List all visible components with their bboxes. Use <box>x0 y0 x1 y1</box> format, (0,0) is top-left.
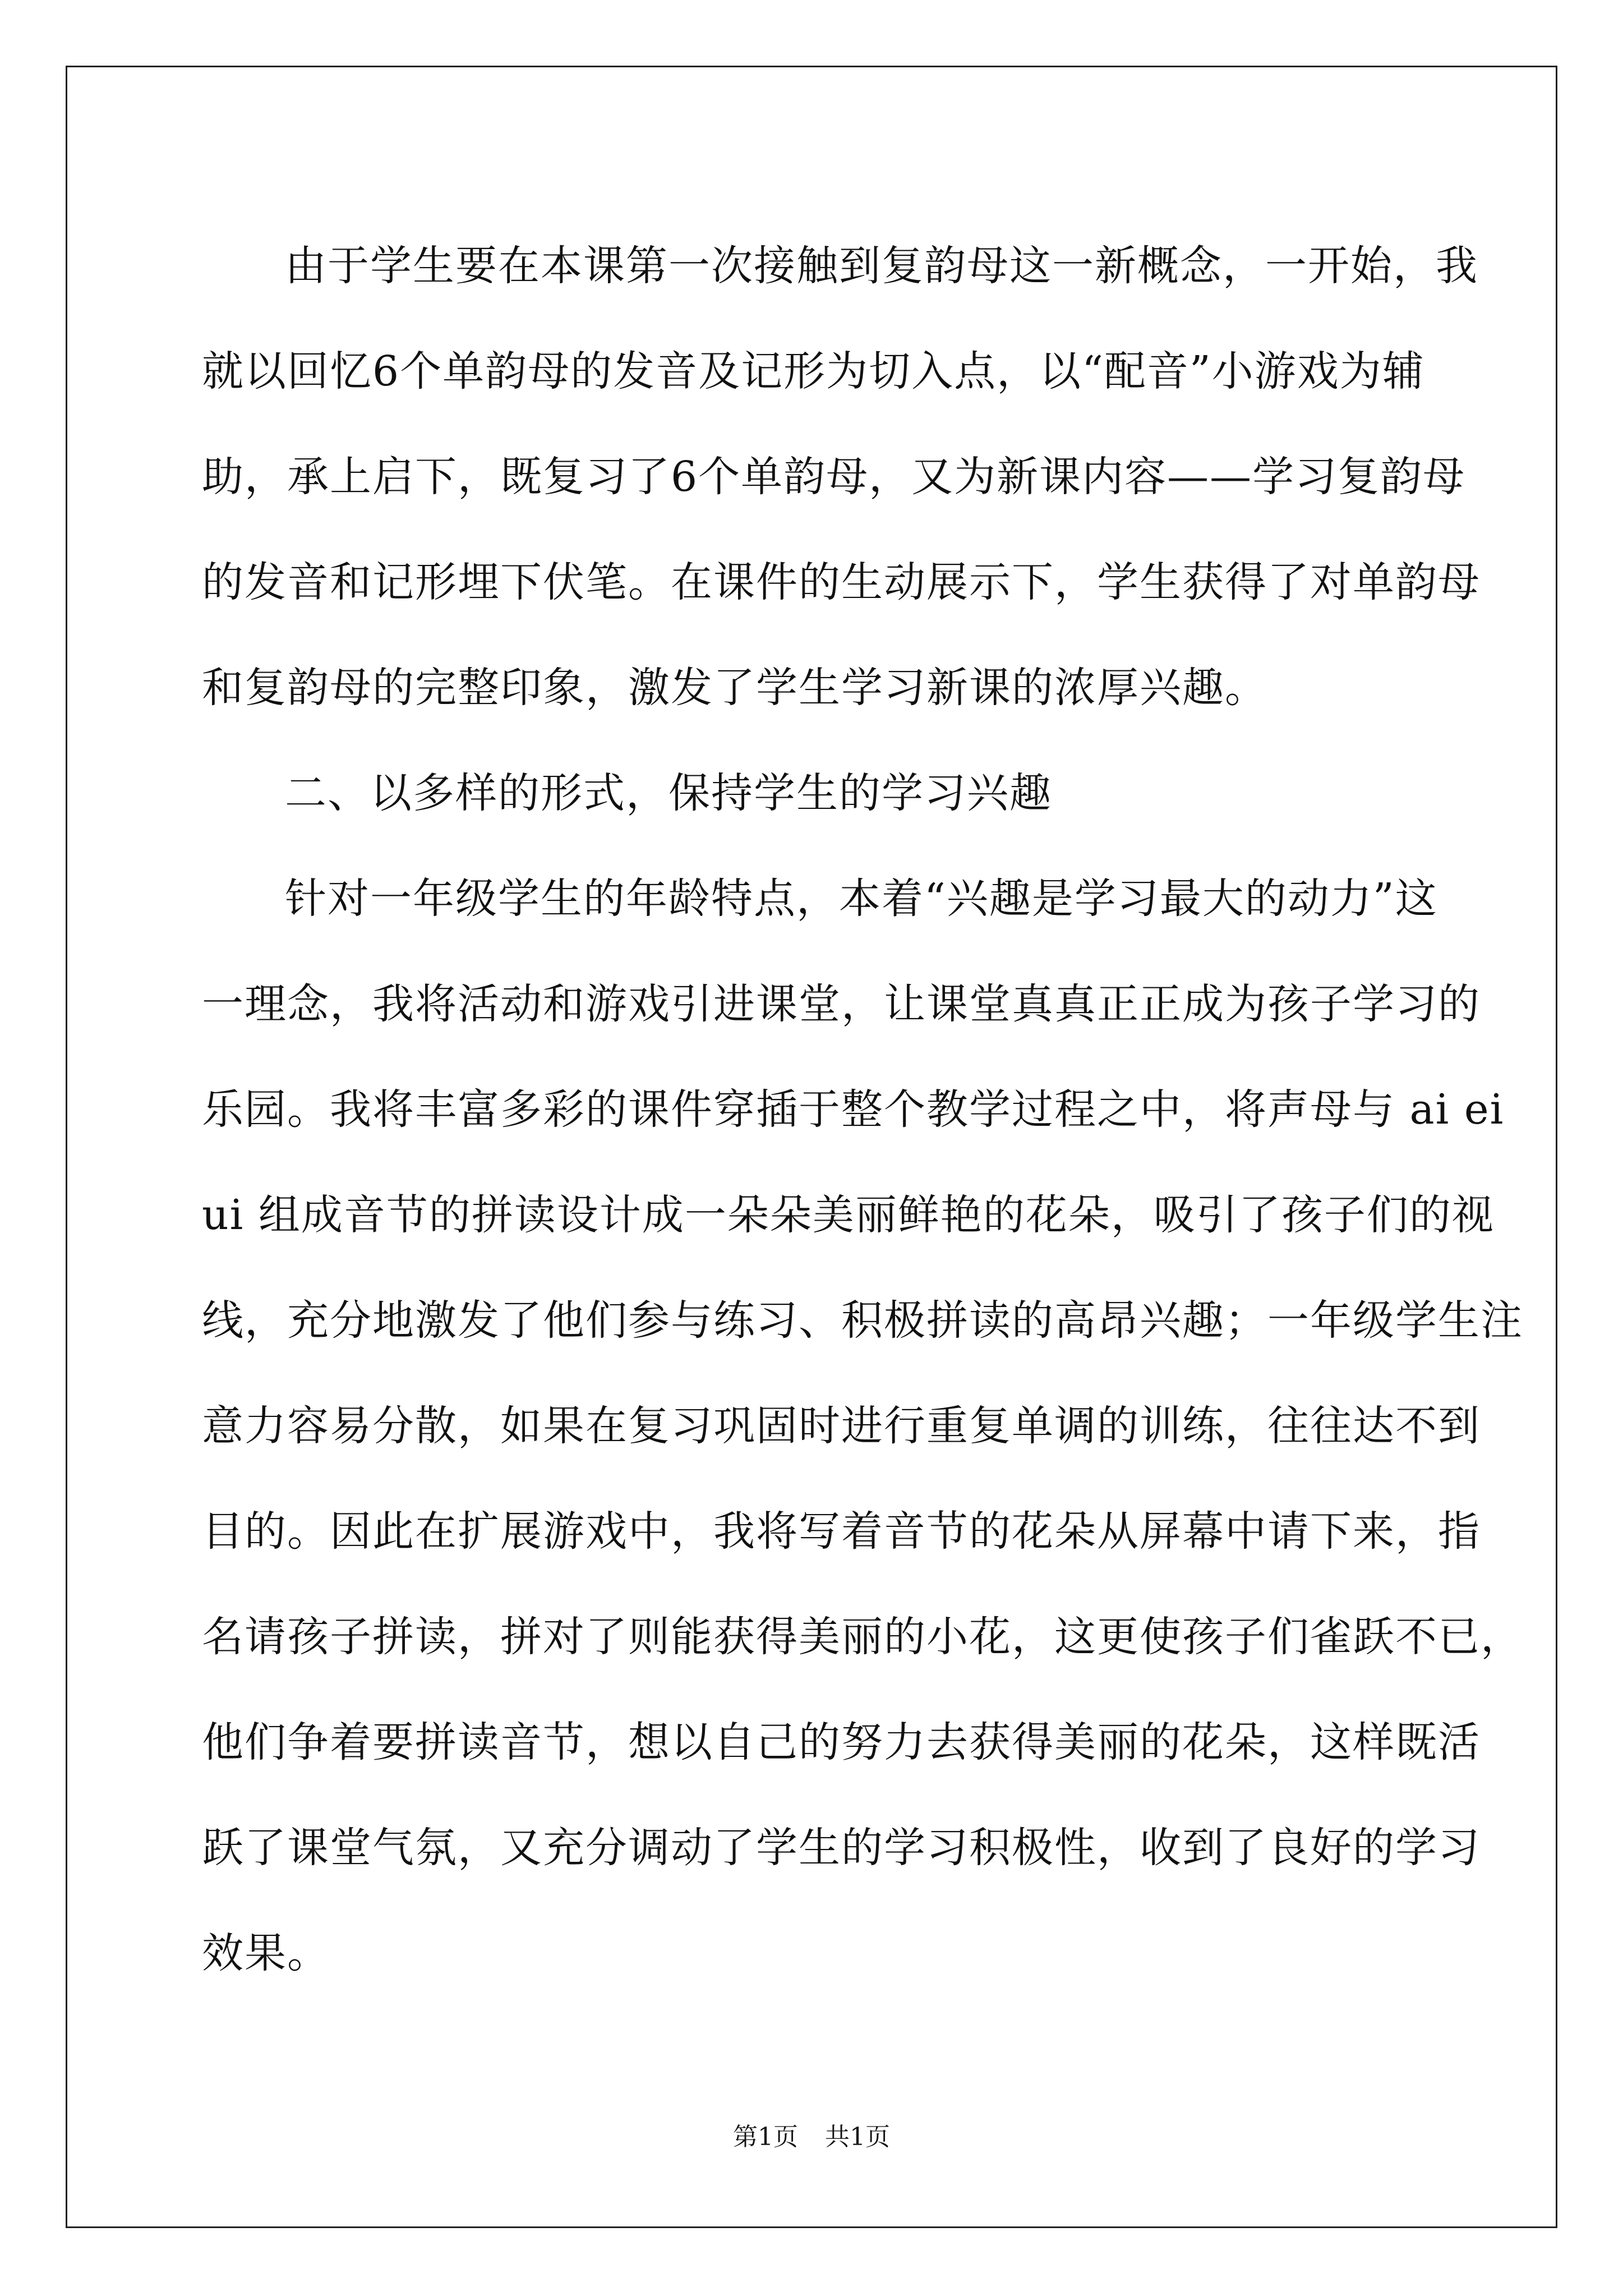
paragraph-line: 针对一年级学生的年龄特点，本着“兴趣是学习最大的动力”这 <box>285 875 1438 923</box>
paragraph-line: 乐园。我将丰富多彩的课件穿插于整个教学过程之中，将声母与 ai ei <box>202 1085 1505 1134</box>
section-heading: 二、以多样的形式，保持学生的学习兴趣 <box>285 769 1052 817</box>
paragraph-line: 效果。 <box>202 1929 330 1977</box>
paragraph-line: 线，充分地激发了他们参与练习、积极拼读的高昂兴趣；一年级学生注 <box>202 1296 1523 1345</box>
paragraph-line: 名请孩子拼读，拼对了则能获得美丽的小花，这更使孩子们雀跃不已， <box>202 1613 1523 1661</box>
paragraph-line: 目的。因此在扩展游戏中，我将写着音节的花朵从屏幕中请下来，指 <box>202 1507 1481 1556</box>
paragraph-line: 跃了课堂气氛，又充分调动了学生的学习积极性，收到了良好的学习 <box>202 1824 1481 1872</box>
document-body <box>202 213 1523 2006</box>
paragraph-line: 和复韵母的完整印象，激发了学生学习新课的浓厚兴趣。 <box>202 664 1267 712</box>
paragraph-line: 他们争着要拼读音节，想以自己的努力去获得美丽的花朵，这样既活 <box>202 1718 1481 1766</box>
page-footer <box>0 2120 1623 2154</box>
paragraph-line: 的发音和记形埋下伏笔。在课件的生动展示下，学生获得了对单韵母 <box>202 558 1481 606</box>
paragraph-line: 一理念，我将活动和游戏引进课堂，让课堂真真正正成为孩子学习的 <box>202 980 1481 1028</box>
paragraph-line: 意力容易分散，如果在复习巩固时进行重复单调的训练，往往达不到 <box>202 1402 1481 1450</box>
paragraph-line: 由于学生要在本课第一次接触到复韵母这一新概念，一开始，我 <box>285 242 1478 290</box>
paragraph-line: 助，承上启下，既复习了6个单韵母，又为新课内容——学习复韵母 <box>202 453 1466 501</box>
paragraph-line: 就以回忆6个单韵母的发音及记形为切入点，以“配音”小游戏为辅 <box>202 347 1425 395</box>
page-total: 共1页 <box>825 2123 890 2151</box>
page-number: 第1页 <box>733 2123 798 2151</box>
paragraph-line: ui 组成音节的拼读设计成一朵朵美丽鲜艳的花朵，吸引了孩子们的视 <box>202 1191 1495 1239</box>
